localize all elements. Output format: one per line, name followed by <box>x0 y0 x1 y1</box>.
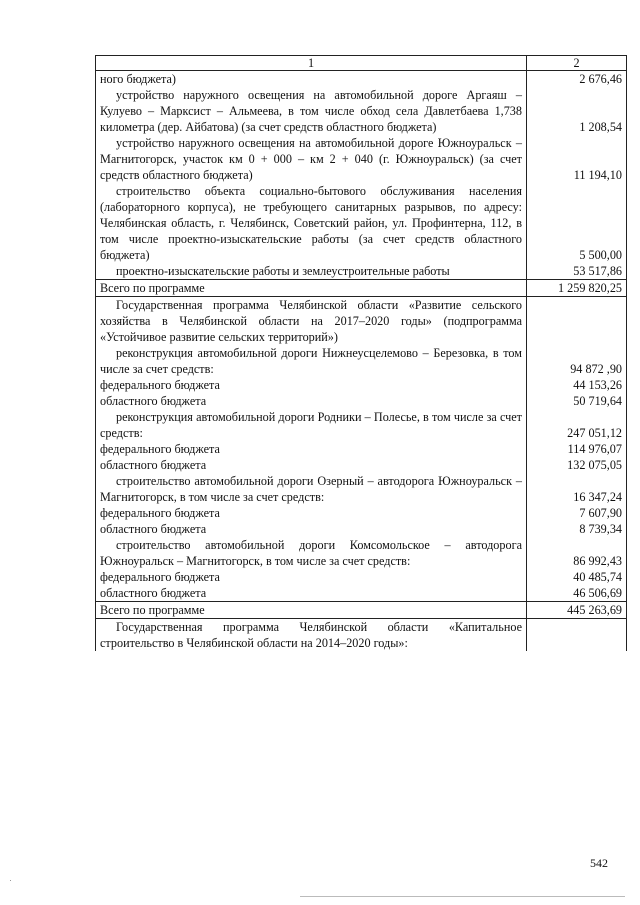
row-description <box>96 183 527 263</box>
amount-value: 16 347,24 <box>573 490 622 504</box>
row-amount <box>527 619 627 652</box>
amount-value: 46 506,69 <box>573 586 622 600</box>
row-subline: федерального бюджета <box>100 378 220 392</box>
amount-value: 1 259 820,25 <box>558 281 622 295</box>
table-row <box>96 135 627 183</box>
row-amount <box>527 71 627 88</box>
row-text: строительство автомобильной дороги Озерный – автодорога Южноуральск – Магнитогорск, в том числе за счет средств: <box>100 474 522 504</box>
amount-value: 114 976,07 <box>567 442 622 456</box>
row-amount <box>527 297 627 346</box>
header-row <box>96 56 627 71</box>
amount-value: 94 872 ,90 <box>570 362 622 376</box>
row-description <box>96 602 527 619</box>
scan-speck <box>10 880 11 881</box>
row-amount <box>527 473 627 537</box>
row-text: строительство автомобильной дороги Комсомольское – автодорога Южноуральск – Магнитогорск, в том числе за счет средств: <box>100 538 522 568</box>
amount-value: 5 500,00 <box>579 248 622 262</box>
row-text: Всего по программе <box>100 603 205 617</box>
budget-table <box>95 55 627 651</box>
row-subline: федерального бюджета <box>100 570 220 584</box>
amount-value: 44 153,26 <box>573 378 622 392</box>
amount-value: 86 992,43 <box>573 554 622 568</box>
row-description <box>96 297 527 346</box>
table-row <box>96 263 627 280</box>
row-amount <box>527 87 627 135</box>
row-text: реконструкция автомобильной дороги Родники – Полесье, в том числе за счет средств: <box>100 410 522 440</box>
table-row <box>96 345 627 409</box>
row-subline: областного бюджета <box>100 522 207 536</box>
program-heading-row <box>96 297 627 346</box>
row-description <box>96 619 527 652</box>
header-col-2: 2 <box>527 56 627 71</box>
row-amount <box>527 345 627 409</box>
amount-value: 40 485,74 <box>573 570 622 584</box>
row-subline: федерального бюджета <box>100 442 220 456</box>
table-body <box>96 71 627 652</box>
row-amount <box>527 263 627 280</box>
row-description <box>96 345 527 409</box>
row-text: Всего по программе <box>100 281 205 295</box>
total-row <box>96 602 627 619</box>
row-text: Государственная программа Челябинской области «Развитие сельского хозяйства в Челябинской области на 2017–2020 годы» (подпрограмма «Устойчивое развитие сельских территорий») <box>100 298 522 344</box>
table-row <box>96 409 627 473</box>
row-description <box>96 71 527 88</box>
row-text: строительство объекта социально-бытового обслуживания населения (лабораторного корпуса), не требующего санитарных разрывов, по адресу: Челябинская область, г. Челябинск, Советский район, ул. Профинтерна, 112, в том числе проектно-изыскательские работы (за счет средств областного бюджета) <box>100 184 522 262</box>
row-description <box>96 87 527 135</box>
row-text: проектно-изыскательские работы и землеустроительные работы <box>116 264 450 278</box>
row-subline: областного бюджета <box>100 394 207 408</box>
header-col-1: 1 <box>96 56 527 71</box>
amount-value: 1 208,54 <box>579 120 622 134</box>
amount-value: 2 676,46 <box>579 72 622 86</box>
row-text: устройство наружного освещения на автомобильной дороге Аргаяш – Кулуево – Марксист – Альмеева, в том числе обход села Давлетбаева 1,738 километра (дер. Айбатова) (за счет средств областного бюджета) <box>100 88 522 134</box>
table-row <box>96 87 627 135</box>
row-text: ного бюджета) <box>100 72 176 86</box>
amount-value: 7 607,90 <box>579 506 622 520</box>
row-description <box>96 473 527 537</box>
row-text: Государственная программа Челябинской области «Капитальное строительство в Челябинской области на 2014–2020 годы»: <box>100 620 522 650</box>
amount-value: 8 739,34 <box>579 522 622 536</box>
page-number: 542 <box>590 856 608 870</box>
amount-value: 445 263,69 <box>567 603 622 617</box>
row-subline: федерального бюджета <box>100 506 220 520</box>
row-description <box>96 263 527 280</box>
amount-value: 53 517,86 <box>573 264 622 278</box>
amount-value: 132 075,05 <box>567 458 622 472</box>
amount-value: 247 051,12 <box>567 426 622 440</box>
row-amount <box>527 183 627 263</box>
row-amount <box>527 135 627 183</box>
row-amount <box>527 602 627 619</box>
table-row <box>96 537 627 602</box>
row-description <box>96 537 527 602</box>
row-subline: областного бюджета <box>100 458 207 472</box>
row-description <box>96 409 527 473</box>
table-row <box>96 473 627 537</box>
amount-value: 50 719,64 <box>573 394 622 408</box>
table-row <box>96 183 627 263</box>
footer-rule <box>300 896 625 897</box>
row-amount <box>527 537 627 602</box>
row-text: реконструкция автомобильной дороги Нижнеусцелемово – Березовка, в том числе за счет средств: <box>100 346 522 376</box>
row-text: устройство наружного освещения на автомобильной дороге Южноуральск – Магнитогорск, участок км 0 + 000 – км 2 + 040 (г. Южноуральск) (за счет средств областного бюджета) <box>100 136 522 182</box>
row-description <box>96 135 527 183</box>
table-row <box>96 71 627 88</box>
row-description <box>96 280 527 297</box>
row-amount <box>527 280 627 297</box>
row-subline: областного бюджета <box>100 586 207 600</box>
total-row <box>96 280 627 297</box>
amount-value: 11 194,10 <box>573 168 622 182</box>
row-amount <box>527 409 627 473</box>
program-heading-row <box>96 619 627 652</box>
